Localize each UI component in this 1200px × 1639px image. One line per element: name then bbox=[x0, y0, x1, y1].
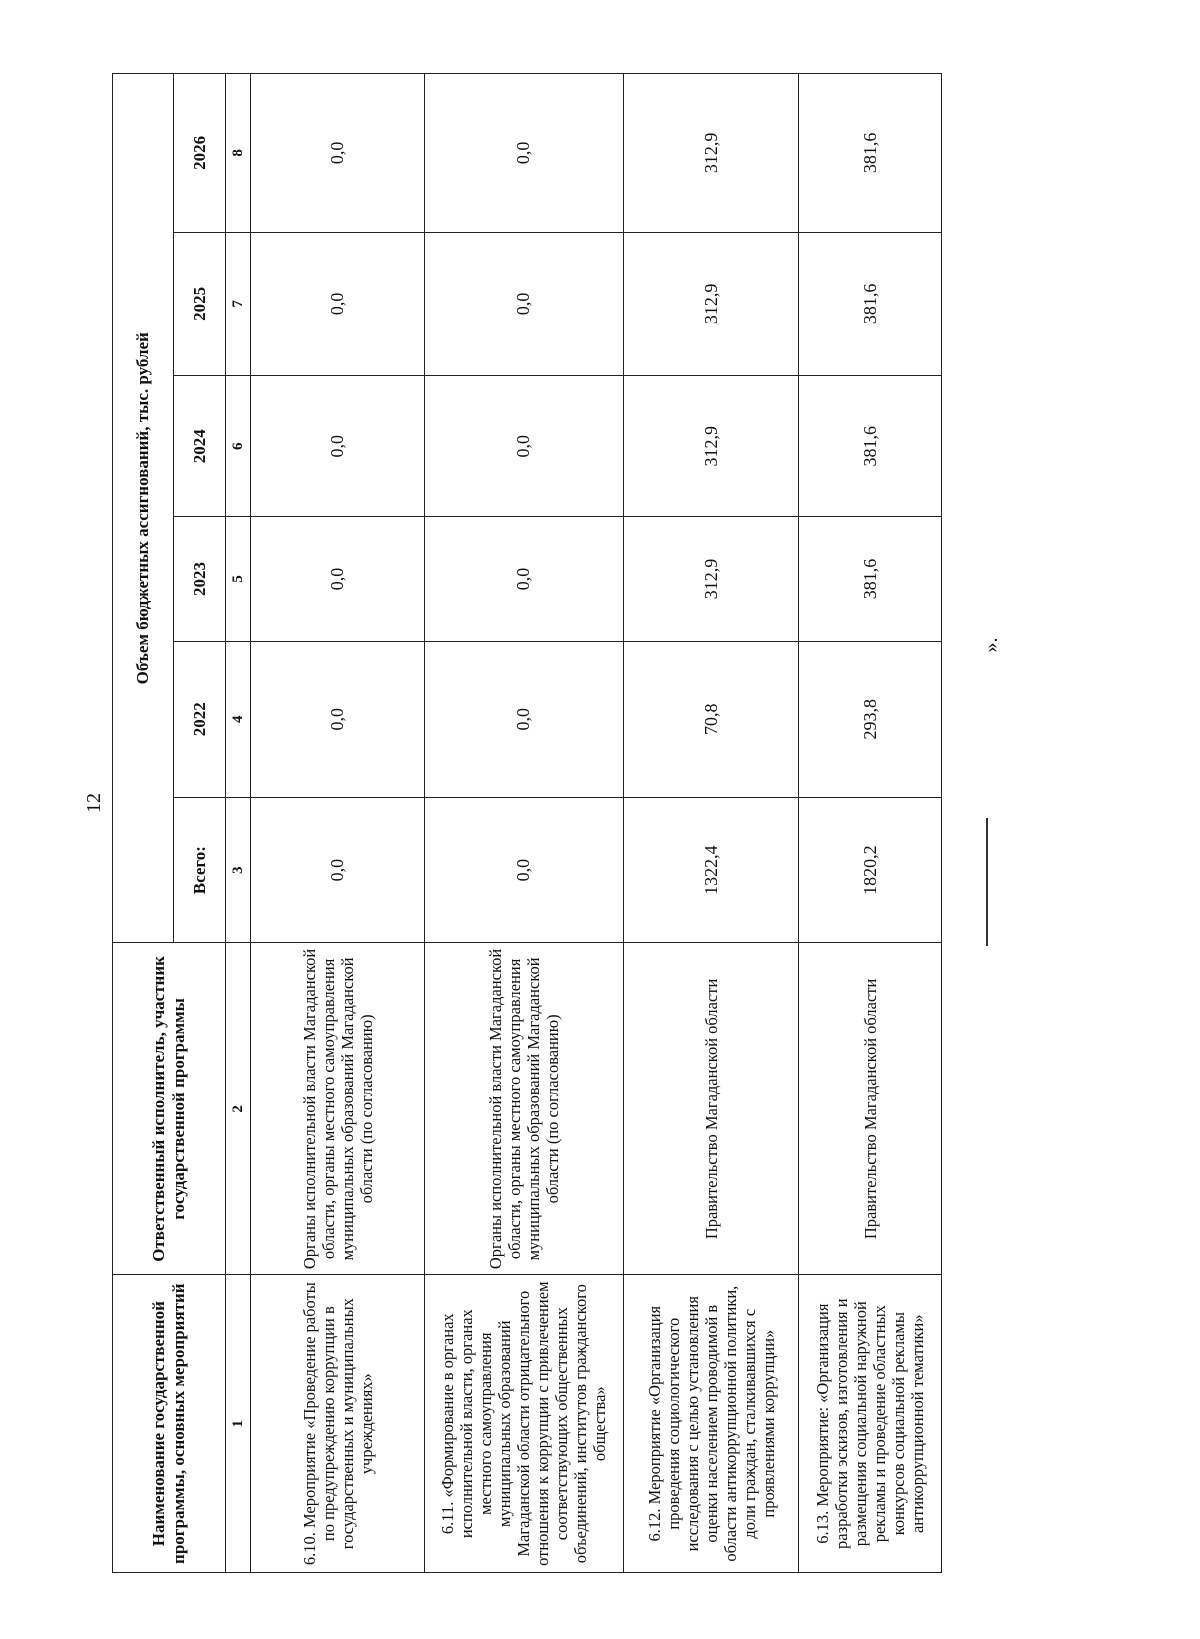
header-year-2022: 2022 bbox=[174, 641, 226, 797]
value-2022: 70,8 bbox=[624, 641, 799, 797]
column-index: 4 bbox=[226, 641, 251, 797]
row-name: 6.11. «Формирование в органах исполнительной власти, органах местного самоуправления муниципальных образований Магаданской области отрицательного отношения к коррупции с привлечением соответствующих общественных объединений, институтов гражданского общества» bbox=[424, 1275, 624, 1573]
table-row bbox=[424, 74, 624, 1573]
column-index: 8 bbox=[226, 74, 251, 233]
header-budget-group: Объем бюджетных ассигнований, тыс. рублей bbox=[113, 74, 174, 943]
value-2022: 293,8 bbox=[799, 641, 942, 797]
value-2024: 381,6 bbox=[799, 376, 942, 517]
table-row bbox=[624, 74, 799, 1573]
budget-table bbox=[112, 73, 942, 1573]
column-index-row bbox=[226, 74, 251, 1573]
table-row bbox=[799, 74, 942, 1573]
value-2025: 312,9 bbox=[624, 232, 799, 375]
column-index: 7 bbox=[226, 232, 251, 375]
value-2026: 312,9 bbox=[624, 74, 799, 233]
value-2024: 0,0 bbox=[251, 376, 424, 517]
value-total: 1820,2 bbox=[799, 797, 942, 943]
row-name: 6.10. Мероприятие «Проведение работы по предупреждению коррупции в государственных и муниципальных учреждениях» bbox=[251, 1275, 424, 1573]
value-total: 0,0 bbox=[424, 797, 624, 943]
column-index: 3 bbox=[226, 797, 251, 943]
value-2024: 312,9 bbox=[624, 376, 799, 517]
header-total: Всего: bbox=[174, 797, 226, 943]
value-total: 1322,4 bbox=[624, 797, 799, 943]
header-year-2023: 2023 bbox=[174, 517, 226, 641]
rotated-budget-table bbox=[112, 73, 942, 1573]
value-2026: 381,6 bbox=[799, 74, 942, 233]
signature-line bbox=[986, 818, 988, 946]
value-2026: 0,0 bbox=[424, 74, 624, 233]
page-number: 12 bbox=[83, 793, 105, 813]
value-2025: 0,0 bbox=[424, 232, 624, 375]
header-executor: Ответственный исполнитель, участник государственной программы bbox=[113, 943, 226, 1275]
column-index: 5 bbox=[226, 517, 251, 641]
header-year-2025: 2025 bbox=[174, 232, 226, 375]
value-2023: 0,0 bbox=[251, 517, 424, 641]
row-executor: Органы исполнительной власти Магаданской области, органы местного самоуправления муниципальных образований Магаданской области (по согласованию) bbox=[251, 943, 424, 1275]
column-index: 1 bbox=[226, 1275, 251, 1573]
value-2025: 0,0 bbox=[251, 232, 424, 375]
value-2022: 0,0 bbox=[424, 641, 624, 797]
row-executor: Органы исполнительной власти Магаданской области, органы местного самоуправления муниципальных образований Магаданской области (по согласованию) bbox=[424, 943, 624, 1275]
column-index: 6 bbox=[226, 376, 251, 517]
closing-mark: ». bbox=[980, 637, 1002, 653]
value-2023: 0,0 bbox=[424, 517, 624, 641]
value-total: 0,0 bbox=[251, 797, 424, 943]
row-executor: Правительство Магаданской области bbox=[799, 943, 942, 1275]
column-index: 2 bbox=[226, 943, 251, 1275]
value-2023: 381,6 bbox=[799, 517, 942, 641]
table-row bbox=[251, 74, 424, 1573]
value-2024: 0,0 bbox=[424, 376, 624, 517]
row-name: 6.12. Мероприятие «Организация проведения социологического исследования с целью установления оценки населением проводимой в области антикоррупционной политики, доли граждан, сталкивавшихся с проявлениями коррупции» bbox=[624, 1275, 799, 1573]
value-2026: 0,0 bbox=[251, 74, 424, 233]
header-year-2026: 2026 bbox=[174, 74, 226, 233]
value-2025: 381,6 bbox=[799, 232, 942, 375]
row-executor: Правительство Магаданской области bbox=[624, 943, 799, 1275]
header-program-name: Наименование государственной программы, основных мероприятий bbox=[113, 1275, 226, 1573]
value-2023: 312,9 bbox=[624, 517, 799, 641]
row-name: 6.13. Мероприятие: «Организация разработки эскизов, изготовления и размещения социальной наружной рекламы и проведение областных конкурсов социальной рекламы антикоррупционной тематики» bbox=[799, 1275, 942, 1573]
header-year-2024: 2024 bbox=[174, 376, 226, 517]
value-2022: 0,0 bbox=[251, 641, 424, 797]
